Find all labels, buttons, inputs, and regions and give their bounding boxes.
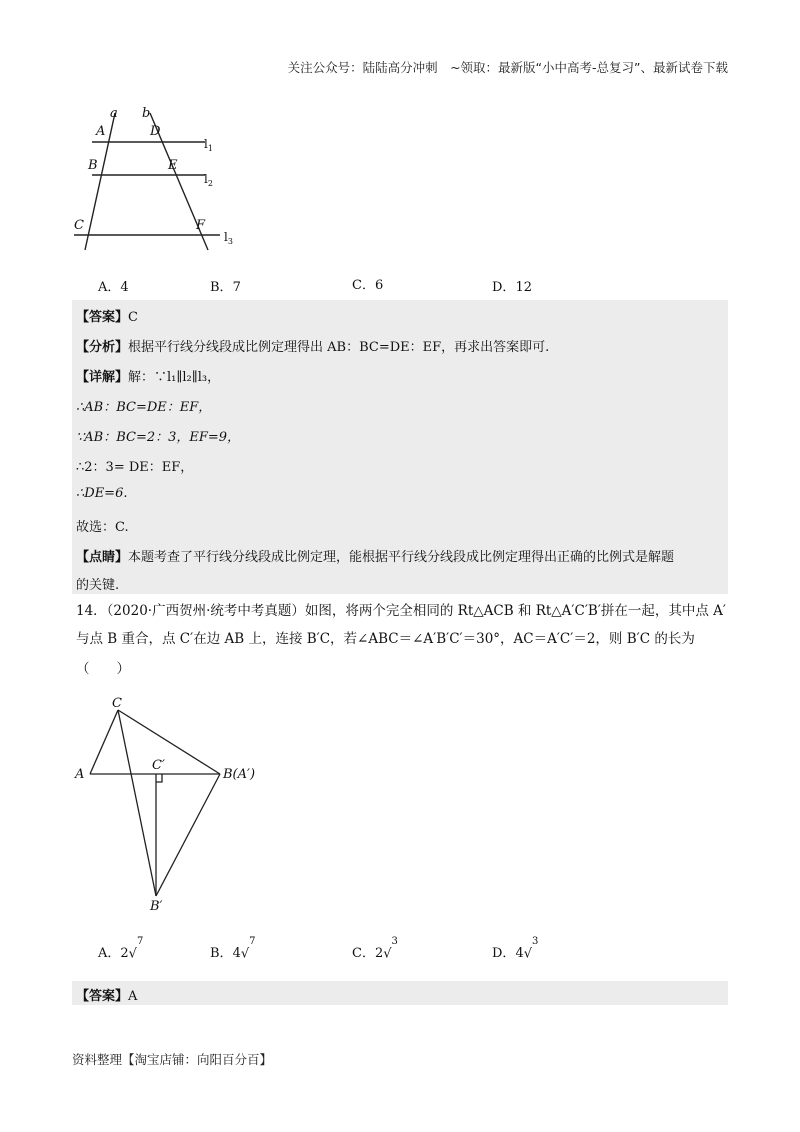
label-l2: $l_2$ (204, 172, 213, 188)
right-angle-mark (156, 774, 162, 782)
q14-answer: 【答案】A (76, 989, 138, 1004)
q13-analysis: 【分析】根据平行线分线段成比例定理得出 AB：BC=DE：EF，再求出答案即可. (76, 340, 550, 355)
q13-detail-line-3: ∵AB：BC=2：3，EF=9， (76, 430, 241, 445)
q13-answer: 【答案】C (76, 310, 138, 325)
figure-triangles (70, 696, 280, 921)
q13-detail-line-2: ∴AB：BC=DE：EF， (76, 400, 212, 415)
label-B: B (88, 158, 98, 173)
segment-CB-prime (118, 710, 156, 896)
label-E: E (168, 158, 178, 173)
label-l3: $l_3$ (224, 230, 233, 246)
label-C-prime: C′ (152, 758, 165, 773)
q13-detail-line-1: 【详解】解：∵l₁∥l₂∥l₃， (76, 370, 221, 385)
q13-option-a: A．4 (98, 280, 129, 295)
q13-detail-line-5: ∴DE=6. (76, 486, 128, 501)
q13-comment-line-1: 【点睛】本题考查了平行线分线段成比例定理，能根据平行线分线段成比例定理得出正确的比例式是解题 (76, 550, 675, 565)
segment-B-B-prime (156, 774, 220, 896)
q13-option-c: C．6 (352, 278, 384, 293)
label-A: A (96, 124, 106, 139)
label-B-prime: B′ (150, 899, 163, 914)
q13-detail-line-6: 故选：C. (76, 520, 129, 535)
q14-option-d: D．4√$^3$ (492, 935, 539, 961)
page-header: 关注公众号：陆陆高分冲刺 ~领取：最新版“小中高考-总复习”、最新试卷下载 (287, 60, 728, 75)
q13-comment-line-2: 的关键. (76, 578, 120, 593)
q13-option-d: D．12 (492, 280, 532, 295)
q14-question-line-2: 与点 B 重合，点 C′在边 AB 上，连接 B′C，若∠ABC＝∠A′B′C′＝30°，AC＝A′C′＝2，则 B′C 的长为 (76, 631, 695, 647)
label-D: D (150, 124, 161, 139)
label-a: a (110, 106, 118, 121)
label-A: A (75, 767, 85, 782)
q14-answer-block (72, 981, 728, 1005)
q14-question-line-1: 14．（2020·广西贺州·统考中考真题）如图，将两个完全相同的 Rt△ACB 和 Rt△A′C′B′拼在一起，其中点 A′ (76, 603, 726, 619)
q13-option-b: B．7 (210, 280, 241, 295)
label-b: b (142, 106, 151, 121)
label-B-A-prime: B(A′) (223, 767, 256, 782)
figure-parallel-lines (70, 105, 250, 255)
segment-CB (118, 710, 220, 774)
q14-option-a: A．2√$^7$ (98, 935, 144, 961)
label-C: C (112, 696, 122, 711)
label-F: F (196, 218, 206, 233)
label-C: C (74, 218, 84, 233)
q14-question-line-3: （ ） (76, 661, 130, 677)
page-footer: 资料整理【淘宝店铺：向阳百分百】 (72, 1052, 273, 1067)
segment-CA (90, 710, 118, 774)
q14-option-b: B．4√$^7$ (210, 935, 256, 961)
label-l1: $l_1$ (204, 137, 213, 153)
q13-detail-line-4: ∴2：3= DE：EF， (76, 460, 194, 475)
q14-option-c: C．2√$^3$ (352, 935, 398, 961)
